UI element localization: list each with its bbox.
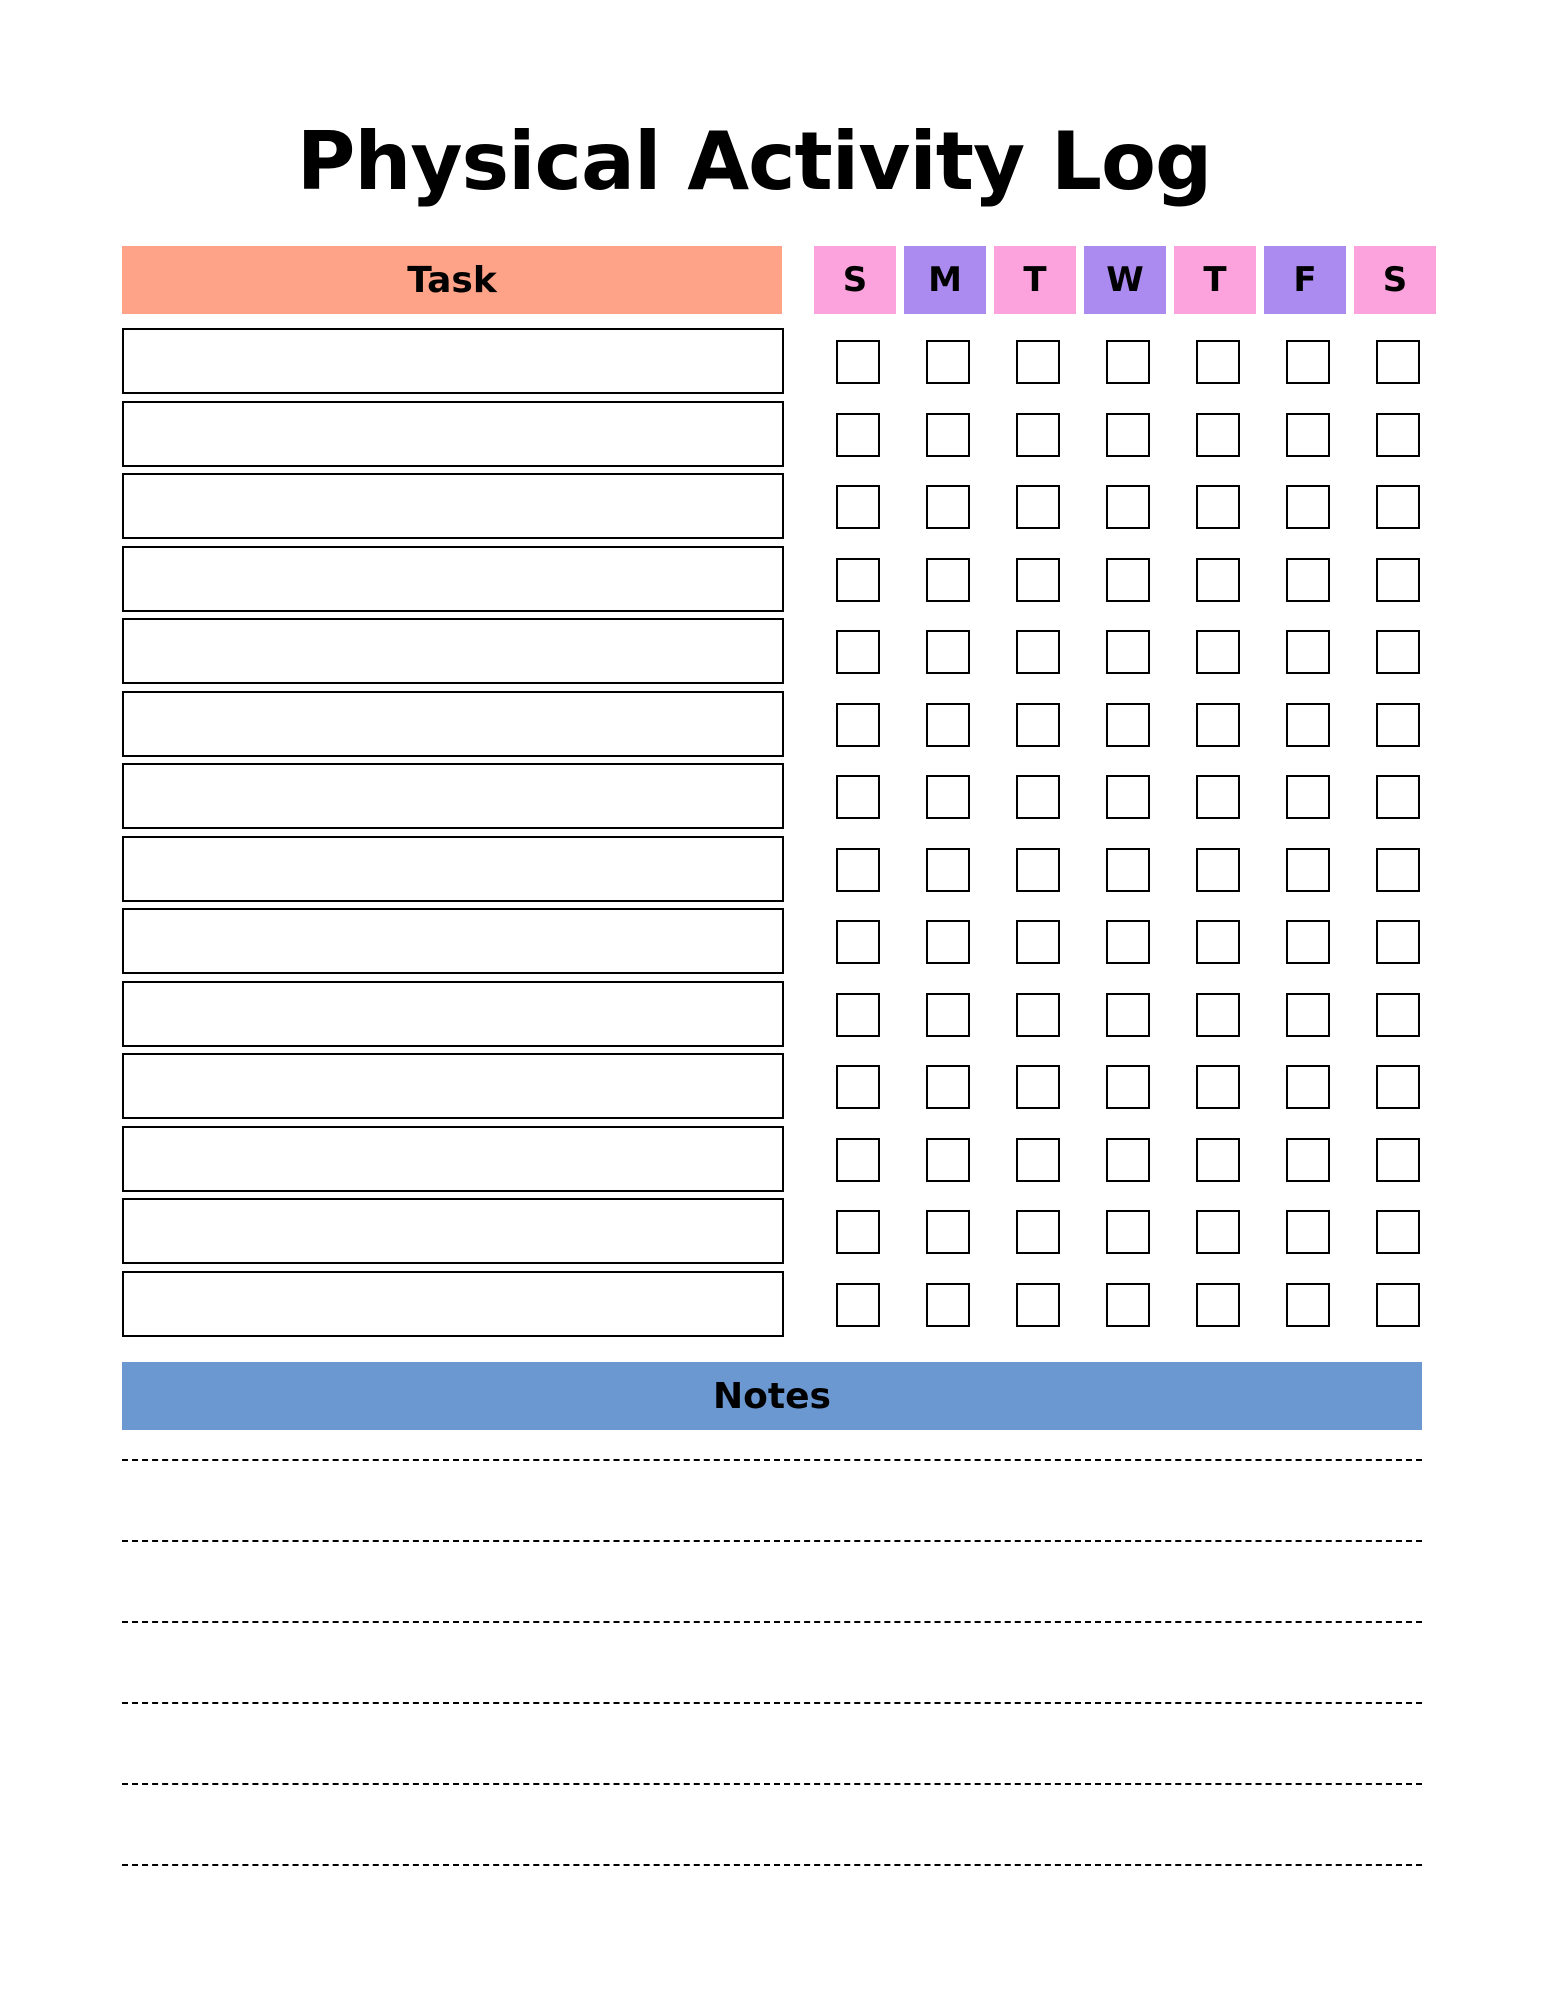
day-checkbox[interactable] xyxy=(1196,630,1240,674)
day-checkbox[interactable] xyxy=(1376,1210,1420,1254)
day-checkbox[interactable] xyxy=(836,1065,880,1109)
day-checkbox[interactable] xyxy=(1106,413,1150,457)
day-checkbox[interactable] xyxy=(926,340,970,384)
day-checkbox[interactable] xyxy=(1376,413,1420,457)
day-checkbox[interactable] xyxy=(1016,1283,1060,1327)
task-input-box[interactable] xyxy=(122,473,784,539)
day-checkbox[interactable] xyxy=(1376,485,1420,529)
day-checkbox[interactable] xyxy=(1286,413,1330,457)
day-checkbox[interactable] xyxy=(1016,630,1060,674)
day-checkbox[interactable] xyxy=(836,485,880,529)
day-checkbox[interactable] xyxy=(1376,1283,1420,1327)
day-checkbox[interactable] xyxy=(836,993,880,1037)
day-checkbox[interactable] xyxy=(1016,1210,1060,1254)
day-checkbox[interactable] xyxy=(1106,775,1150,819)
note-line[interactable] xyxy=(122,1702,1422,1704)
task-column-header xyxy=(122,246,782,314)
day-checkbox[interactable] xyxy=(1196,848,1240,892)
day-checkbox[interactable] xyxy=(1016,413,1060,457)
day-checkbox[interactable] xyxy=(1016,485,1060,529)
day-checkbox[interactable] xyxy=(1376,340,1420,384)
day-checkbox[interactable] xyxy=(1106,1065,1150,1109)
day-checkbox[interactable] xyxy=(1106,1138,1150,1182)
day-checkbox[interactable] xyxy=(1376,703,1420,747)
day-checkbox[interactable] xyxy=(1106,703,1150,747)
day-checkbox[interactable] xyxy=(1016,920,1060,964)
day-checkbox[interactable] xyxy=(836,775,880,819)
day-checkbox[interactable] xyxy=(1376,993,1420,1037)
day-checkbox[interactable] xyxy=(1016,1065,1060,1109)
day-checkbox[interactable] xyxy=(1016,993,1060,1037)
day-checkbox[interactable] xyxy=(1106,848,1150,892)
day-checkbox[interactable] xyxy=(1196,485,1240,529)
day-checkbox[interactable] xyxy=(1106,558,1150,602)
day-checkbox[interactable] xyxy=(1106,630,1150,674)
day-checkbox[interactable] xyxy=(1196,1138,1240,1182)
day-checkbox[interactable] xyxy=(1016,775,1060,819)
day-checkbox[interactable] xyxy=(926,485,970,529)
task-input-box[interactable] xyxy=(122,691,784,757)
day-checkbox[interactable] xyxy=(1286,558,1330,602)
day-checkbox[interactable] xyxy=(1106,1283,1150,1327)
day-checkbox[interactable] xyxy=(926,558,970,602)
day-checkbox[interactable] xyxy=(1286,1283,1330,1327)
day-label: T xyxy=(1203,260,1227,300)
day-checkbox[interactable] xyxy=(836,920,880,964)
day-header-6 xyxy=(1354,246,1436,314)
note-line[interactable] xyxy=(122,1459,1422,1461)
day-checkbox[interactable] xyxy=(1376,848,1420,892)
day-checkbox[interactable] xyxy=(926,993,970,1037)
day-checkbox[interactable] xyxy=(1016,848,1060,892)
day-label: F xyxy=(1293,260,1317,300)
day-checkbox[interactable] xyxy=(926,920,970,964)
day-checkbox[interactable] xyxy=(1376,558,1420,602)
task-input-box[interactable] xyxy=(122,1198,784,1264)
day-checkbox[interactable] xyxy=(926,848,970,892)
page-title: Physical Activity Log xyxy=(296,115,1212,208)
day-checkbox[interactable] xyxy=(1376,1065,1420,1109)
day-checkbox[interactable] xyxy=(836,848,880,892)
day-checkbox[interactable] xyxy=(1106,1210,1150,1254)
day-checkbox[interactable] xyxy=(1286,920,1330,964)
task-input-box[interactable] xyxy=(122,546,784,612)
task-header-label: Task xyxy=(407,259,497,301)
note-line[interactable] xyxy=(122,1864,1422,1866)
day-checkbox[interactable] xyxy=(1106,920,1150,964)
day-checkbox[interactable] xyxy=(926,630,970,674)
day-header-4 xyxy=(1174,246,1256,314)
day-checkbox[interactable] xyxy=(926,775,970,819)
day-label: M xyxy=(928,260,962,300)
day-checkbox[interactable] xyxy=(1016,340,1060,384)
day-checkbox[interactable] xyxy=(1196,413,1240,457)
day-header-0 xyxy=(814,246,896,314)
day-checkbox[interactable] xyxy=(1286,775,1330,819)
day-checkbox[interactable] xyxy=(836,630,880,674)
notes-header xyxy=(122,1362,1422,1430)
note-line[interactable] xyxy=(122,1783,1422,1785)
day-checkbox[interactable] xyxy=(926,1065,970,1109)
day-checkbox[interactable] xyxy=(1016,703,1060,747)
day-checkbox[interactable] xyxy=(1286,485,1330,529)
day-checkbox[interactable] xyxy=(1196,993,1240,1037)
day-checkbox[interactable] xyxy=(1196,775,1240,819)
day-label: W xyxy=(1106,260,1144,300)
day-checkbox[interactable] xyxy=(926,1210,970,1254)
task-input-box[interactable] xyxy=(122,401,784,467)
task-input-box[interactable] xyxy=(122,763,784,829)
day-checkbox[interactable] xyxy=(1196,1065,1240,1109)
day-checkbox[interactable] xyxy=(836,558,880,602)
day-checkbox[interactable] xyxy=(1376,775,1420,819)
day-label: T xyxy=(1023,260,1047,300)
day-header-3 xyxy=(1084,246,1166,314)
task-input-box[interactable] xyxy=(122,981,784,1047)
day-checkbox[interactable] xyxy=(1196,1210,1240,1254)
day-checkbox[interactable] xyxy=(1376,920,1420,964)
day-checkbox[interactable] xyxy=(1196,1283,1240,1327)
notes-header-label: Notes xyxy=(713,1375,831,1417)
day-label: S xyxy=(1382,260,1408,300)
day-checkbox[interactable] xyxy=(1196,920,1240,964)
day-checkbox[interactable] xyxy=(836,1138,880,1182)
day-checkbox[interactable] xyxy=(1016,558,1060,602)
day-checkbox[interactable] xyxy=(1286,630,1330,674)
day-checkbox[interactable] xyxy=(926,1283,970,1327)
day-checkbox[interactable] xyxy=(1196,558,1240,602)
day-checkbox[interactable] xyxy=(1196,340,1240,384)
day-checkbox[interactable] xyxy=(926,1138,970,1182)
task-input-box[interactable] xyxy=(122,908,784,974)
task-input-box[interactable] xyxy=(122,1126,784,1192)
day-checkbox[interactable] xyxy=(836,413,880,457)
day-header-5 xyxy=(1264,246,1346,314)
day-checkbox[interactable] xyxy=(1286,993,1330,1037)
day-checkbox[interactable] xyxy=(836,1283,880,1327)
day-checkbox[interactable] xyxy=(1286,340,1330,384)
day-checkbox[interactable] xyxy=(1286,1138,1330,1182)
day-header-1 xyxy=(904,246,986,314)
day-checkbox[interactable] xyxy=(1196,703,1240,747)
day-checkbox[interactable] xyxy=(926,703,970,747)
day-checkbox[interactable] xyxy=(836,1210,880,1254)
day-checkbox[interactable] xyxy=(836,340,880,384)
day-checkbox[interactable] xyxy=(1106,485,1150,529)
day-checkbox[interactable] xyxy=(1286,1210,1330,1254)
day-checkbox[interactable] xyxy=(1106,993,1150,1037)
day-checkbox[interactable] xyxy=(1376,630,1420,674)
task-input-box[interactable] xyxy=(122,836,784,902)
task-input-box[interactable] xyxy=(122,618,784,684)
task-input-box[interactable] xyxy=(122,328,784,394)
note-line[interactable] xyxy=(122,1540,1422,1542)
day-checkbox[interactable] xyxy=(1106,340,1150,384)
day-checkbox[interactable] xyxy=(1286,703,1330,747)
task-input-box[interactable] xyxy=(122,1271,784,1337)
task-input-box[interactable] xyxy=(122,1053,784,1119)
day-checkbox[interactable] xyxy=(926,413,970,457)
day-checkbox[interactable] xyxy=(1286,848,1330,892)
day-checkbox[interactable] xyxy=(1286,1065,1330,1109)
note-line[interactable] xyxy=(122,1621,1422,1623)
day-label: S xyxy=(842,260,868,300)
day-checkbox[interactable] xyxy=(1016,1138,1060,1182)
day-checkbox[interactable] xyxy=(1376,1138,1420,1182)
day-checkbox[interactable] xyxy=(836,703,880,747)
day-header-2 xyxy=(994,246,1076,314)
